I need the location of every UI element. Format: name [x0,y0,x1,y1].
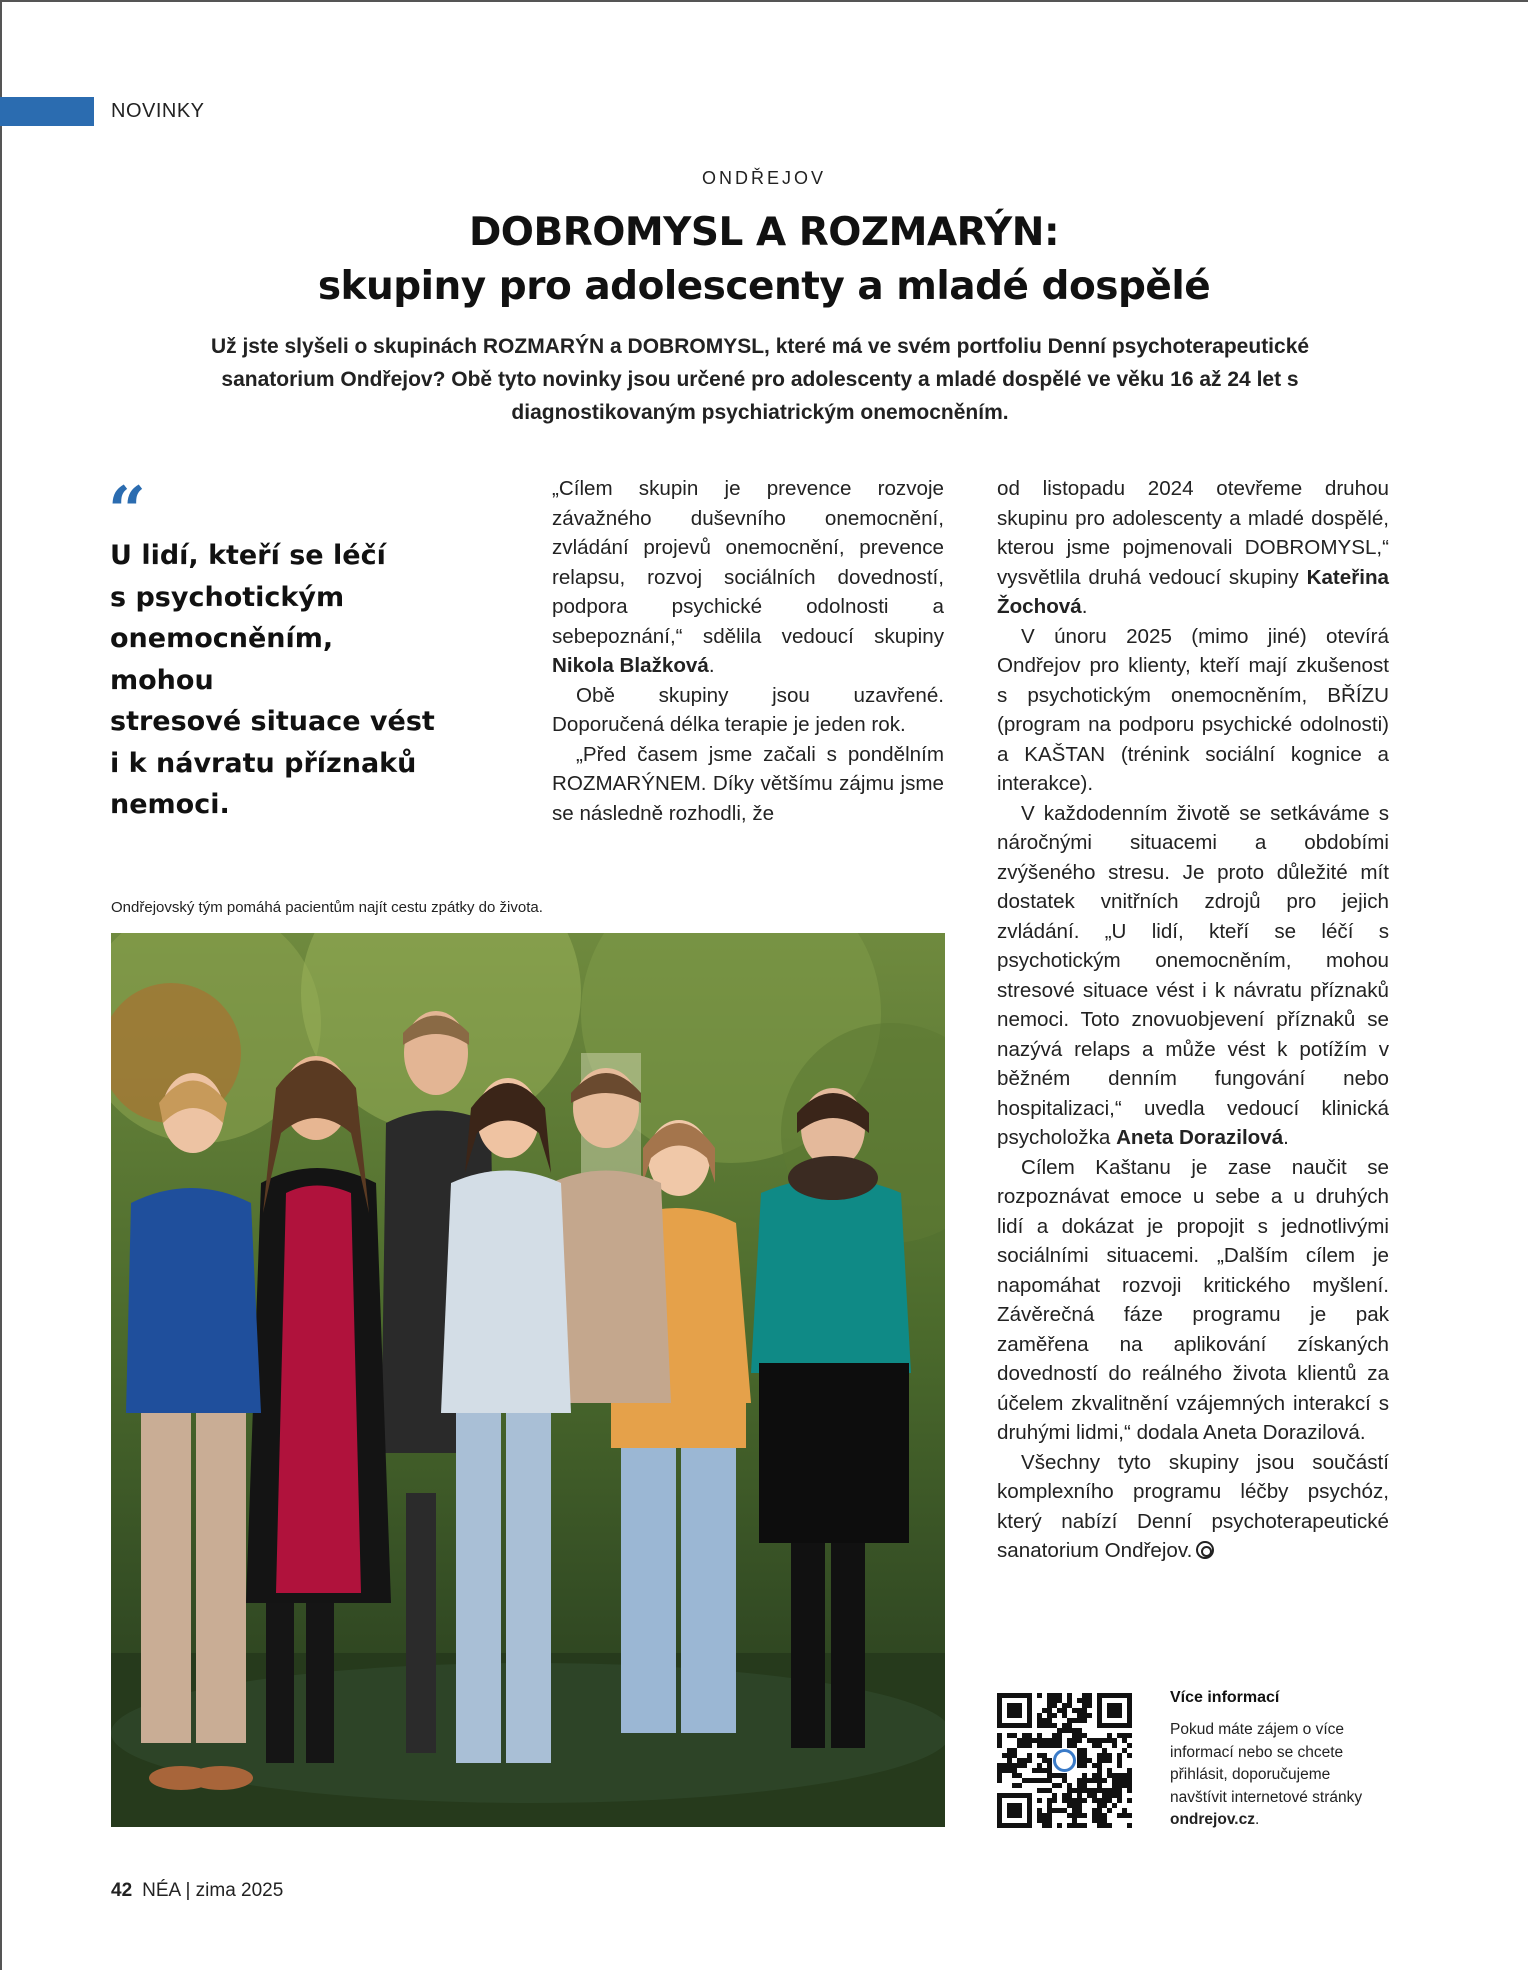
article-kicker: ONDŘEJOV [701,168,826,188]
article-title [0,206,1528,314]
info-box-text [1170,1719,1390,1832]
page-footer [111,1880,283,1902]
person-name: Nikola Blažková [552,654,709,677]
body-column-right [997,474,1389,1566]
paragraph-text: „Cílem skupin je prevence rozvoje závažného duševního onemocnění, zvládání projevů onemocnění, prevence relapsu, rozvoj sociálních dovedností, podpora psychické odolnosti a sebepoznání,“ sdělila vedoucí skupiny [552,477,944,648]
section-color-bar [0,97,94,126]
website-link[interactable]: ondrejov.cz [1170,1811,1255,1828]
body-column-middle [552,474,944,829]
team-photo [111,933,945,1827]
paragraph-end: . [708,654,715,677]
body-paragraph: „Před časem jsme začali s pondělním ROZMARÝNEM. Díky většímu zájmu jsme se následně rozhodli, že [552,742,944,825]
article-lead: Už jste slyšeli o skupinách ROZMARÝN a DOBROMYSL, které má ve svém portfoliu Denní psychoterapeutické sanatorium Ondřejov? Obě tyto novinky jsou určené pro adolescenty a mladé dospělé ve věku 16 až 24 let s diagnostikovaným psychiatrickým onemocněním. [210,335,1310,424]
pull-quote: U lidí, kteří se léčí s psychotickým onemocněním, mohou stresové situace vést i k návratu příznaků nemoci. [110,540,435,820]
body-paragraph [997,474,1389,622]
paragraph-end: . [1081,595,1088,618]
info-box-title: Více informací [1170,1689,1280,1706]
info-text-body: Pokud máte zájem o více informací nebo se chcete přihlásit, doporučujeme navštívit internetové stránky [1170,1721,1363,1806]
body-paragraph: Obě skupiny jsou uzavřené. Doporučená délka terapie je jeden rok. [552,683,944,736]
body-paragraph [997,799,1389,1153]
article-end-icon [1196,1541,1214,1559]
page-border-top [0,0,1528,2]
quote-mark-icon: “ [108,472,146,550]
title-line-1: DOBROMYSL A ROZMARÝN: [468,210,1060,255]
section-label: NOVINKY [111,100,205,122]
qr-code[interactable] [997,1693,1132,1828]
body-paragraph: Cílem Kaštanu je zase naučit se rozpoznávat emoce u sebe a u druhých lidí a dokázat je propojit s jednotlivými sociálními situacemi. „Dalším cílem je napomáhat rozvoji kritického myšlení. Závěrečná fáze programu je pak zaměřena na aplikování získaných dovedností do reálného života klientů za účelem zkvalitnění vzájemných interakcí s druhými lidmi,“ dodala Aneta Dorazilová. [997,1155,1389,1444]
person-name: Aneta Dorazilová [1116,1126,1284,1149]
paragraph-text: Všechny tyto skupiny jsou součástí komplexního programu léčby psychóz, který nabízí Denní psychoterapeutické sanatorium Ondřejov. [997,1450,1389,1562]
page-number: 42 [111,1880,133,1901]
body-paragraph [552,474,944,681]
photo-caption: Ondřejovský tým pomáhá pacientům najít cestu zpátky do života. [111,899,543,916]
paragraph-end: . [1283,1126,1289,1149]
body-paragraph [997,1448,1389,1566]
title-line-2: skupiny pro adolescenty a mladé dospělé [317,264,1211,309]
publication-name: NÉA | zima 2025 [142,1880,284,1901]
qr-logo-icon [1055,1751,1075,1771]
paragraph-text: od listopadu 2024 otevřeme druhou skupinu pro adolescenty a mladé dospělé, kterou jsme pojmenovali DOBROMYSL,“ vysvětlila druhá vedoucí skupiny [997,477,1389,589]
info-text-end: . [1254,1811,1260,1828]
body-paragraph: V únoru 2025 (mimo jiné) otevírá Ondřejov pro klienty, kteří mají zkušenost s psychotickým onemocněním, BŘÍZU (program na podporu psychické odolnosti) a KAŠTAN (trénink sociální kognice a interakce). [997,624,1389,795]
person-name: Kateřina Žochová [997,565,1389,618]
paragraph-text: V každodenním životě se setkáváme s náročnými situacemi a obdobími zvýšeného stresu. Je proto důležité mít dostatek vnitřních zdrojů pro jejich zvládání. „U lidí, kteří se léčí s psychotickým onemocněním, mohou stresové situace vést i k návratu příznaků nemoci. Toto znovuobjevení příznaků se nazývá relaps a může vést k potížím v běžném denním fungování nebo hospitalizaci,“ uvedla vedoucí klinická psycholožka [997,801,1389,1149]
